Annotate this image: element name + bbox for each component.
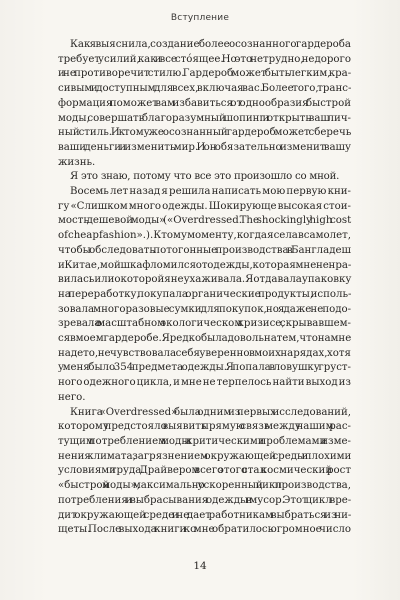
text-line: «быстрой моды», максимально ускоренный цикл производства, (58, 480, 351, 492)
text-line: ного одежного цикла, и мне не терпелось найти выход из (58, 377, 351, 389)
text-line: условиями труда. Драйвером всего этого стал космический рост (58, 465, 351, 477)
text-line: зревала о масштабном экологическом кризисе, скрывавшем- (58, 318, 351, 330)
text-line: сивым и доступным для всех, включая вас. Более того, транс- (58, 83, 352, 95)
text-line: моды, совершать благоразумный шопинг и открыть ваш лич- (58, 112, 351, 124)
text-line: и не противоречит стилю. Гардероб может быть легким, кра- (58, 68, 352, 80)
text-line: нения климата, загрязнением окружающей среды и плохими (58, 450, 352, 462)
text-line: гу «Слишком много одежды. Шокирующе высокая стои- (58, 200, 351, 212)
paragraph-1 (58, 38, 351, 170)
text-line: у меня было 354 предмета одежды. Я попала в ловушку груст- (58, 362, 351, 374)
text-line: надето, не чувствовала себя уверенно в моих нарядах, хотя (58, 347, 351, 359)
text-line: тущим потреблением моды и критическими проблемами изме- (58, 435, 351, 447)
text-line: Книга «Overdressed» была одним из первых исследований, (70, 406, 351, 418)
text-line: которому предстояло выявить прямую связь между нашим рас- (58, 421, 351, 433)
paragraph-2 (58, 170, 351, 185)
running-head: Вступление (170, 13, 230, 23)
text-line: ный стиль. И к тому же осознанный гардероб может сберечь (58, 127, 352, 139)
text-line: Как я выяснила, создание более осознанного гардероба (70, 39, 351, 50)
text-line: ся в моем гардеробе. Я редко была довольна тем, что на мне (58, 333, 352, 345)
text-line: жизнь. (58, 156, 96, 168)
text-line: и Китае, мой шкаф ломился от одежды, которая мне не нра- (58, 259, 352, 271)
paragraph-4 (58, 406, 351, 538)
text-line: зовала многоразовые сумки для покупок, но я даже не подо- (58, 303, 352, 315)
text-line: него. (58, 391, 86, 403)
text-line: потребления и выбрасывания одежды в мусор. Этот цикл вре- (58, 494, 352, 506)
text-line: щеты. После выхода книги ко мне обратилось огромное число (58, 524, 351, 536)
text-line: дит окружающей среде и не дает работникам выбраться из ни- (58, 509, 352, 521)
text-line: of cheap fashion».). К тому моменту, когда я села в самолет, (58, 230, 351, 242)
paragraph-3 (58, 185, 351, 406)
page-number: 14 (193, 560, 207, 572)
body-text (58, 38, 351, 538)
text-line: на переработку, покупала органические продукты, исполь- (58, 288, 352, 300)
text-line: вилась или о которой я не ухаживала. Я отдавала упаковку (58, 274, 352, 286)
text-line: требует усилий, как и все стóящее. Но это нетрудно, недорого (58, 53, 351, 65)
text-line: ваши деньги и изменить мир. И он обязательно изменит вашу (58, 141, 351, 153)
text-line: Восемь лет назад я решила написать мою первую кни- (70, 186, 351, 198)
text-line: чтобы обследовать потогонные производства в Бангладеш (58, 244, 351, 256)
text-line: мость дешевой моды» («Overdressed. The shockingly high cost (58, 215, 352, 227)
text-line: Я это знаю, потому что все это произошло со мной. (70, 171, 340, 183)
text-line: формация поможет вам избавиться от однообразия быстрой (58, 97, 351, 109)
